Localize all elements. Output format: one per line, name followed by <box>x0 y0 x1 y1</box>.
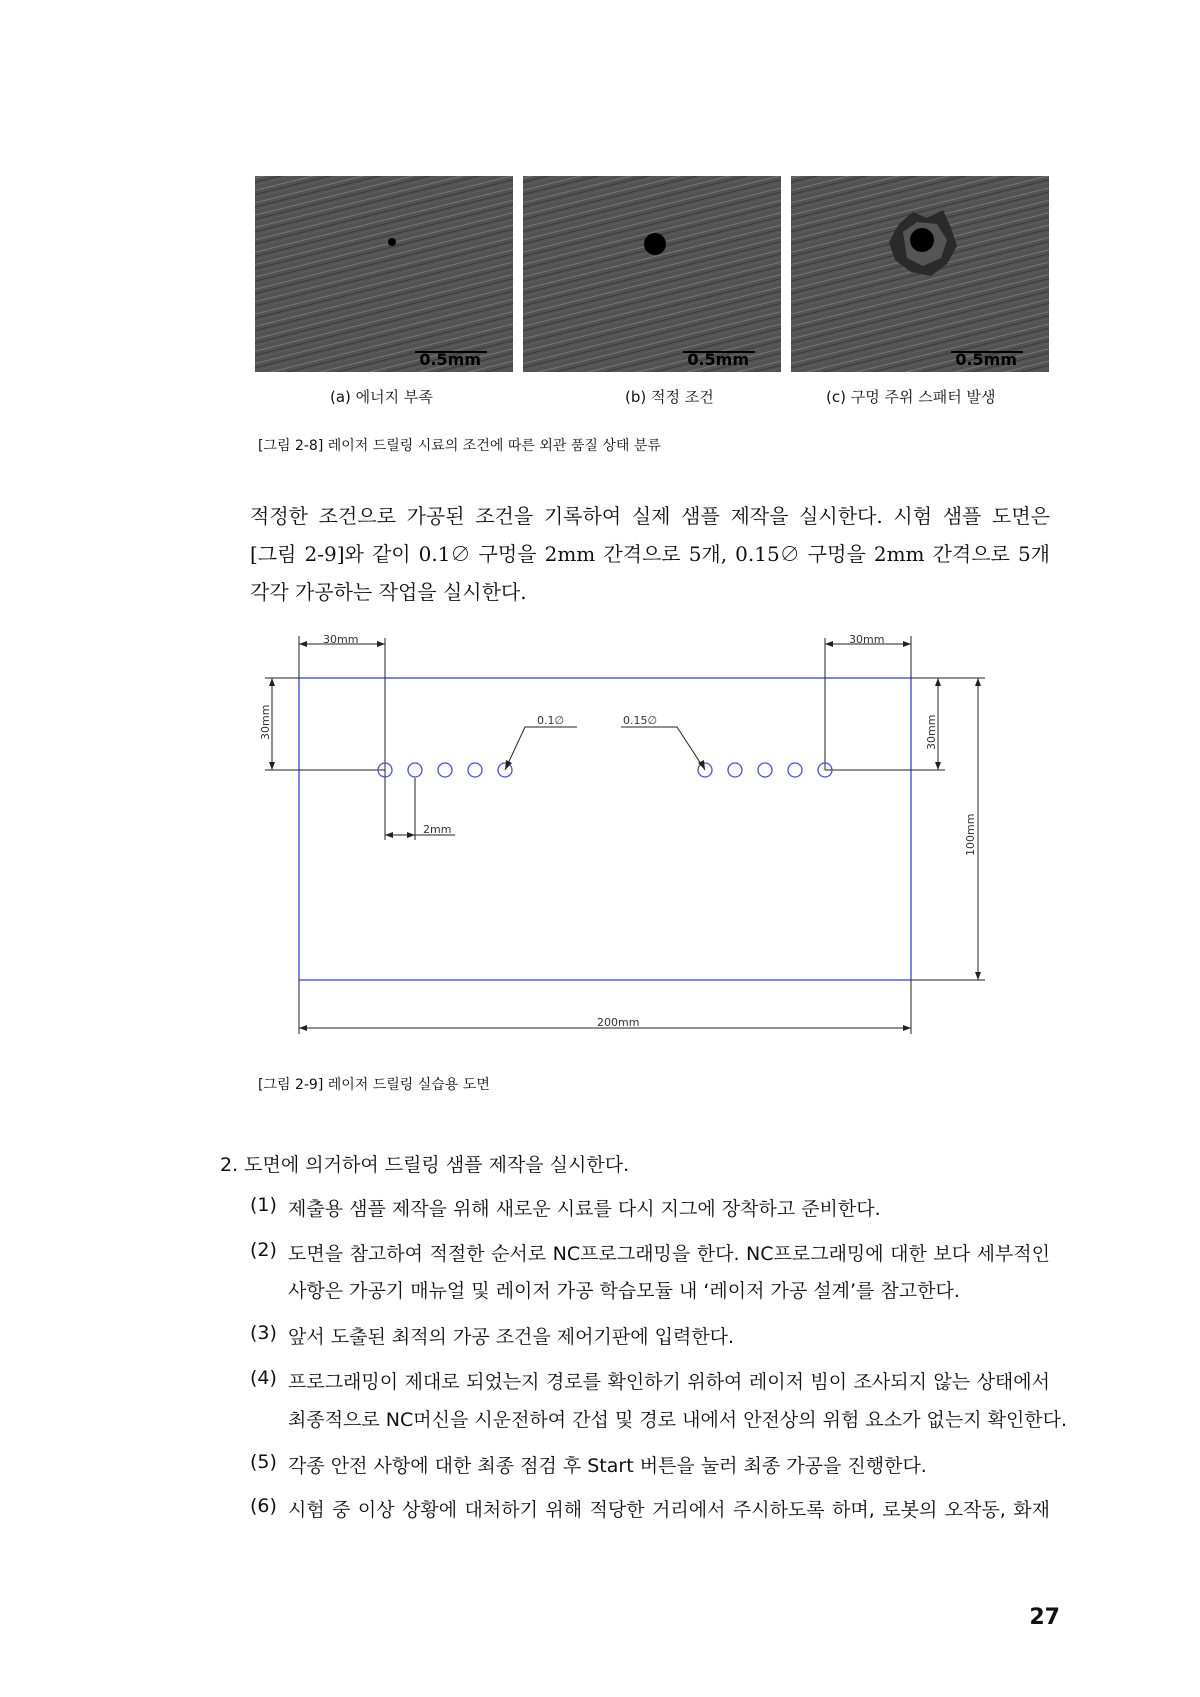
scale-bar-label: 0.5mm <box>687 350 749 369</box>
figure-caption-2-9: [그림 2-9] 레이저 드릴링 실습용 도면 <box>258 1077 490 1093</box>
step-3-text: 앞서 도출된 최적의 가공 조건을 제어기판에 입력한다. <box>288 1326 735 1348</box>
step-3-number: (3) <box>250 1322 277 1344</box>
hole-0-15-b <box>728 763 742 777</box>
step-2-number: (2) <box>250 1239 277 1261</box>
hole-0-15-c <box>758 763 772 777</box>
hole-small <box>388 238 396 246</box>
step-6-number: (6) <box>250 1495 277 1517</box>
scale-bar-label: 0.5mm <box>419 350 481 369</box>
step-4-text-line2: 최종적으로 NC머신을 시운전하여 간섭 및 경로 내에서 안전상의 위험 요소가 없는지 확인한다. <box>288 1409 1068 1431</box>
step-2-text-line1: 도면을 참고하여 적절한 순서로 NC프로그래밍을 한다. NC프로그래밍에 대한 보다 세부적인 <box>288 1243 1050 1265</box>
paragraph-line: 적정한 조건으로 가공된 조건을 기록하여 실제 샘플 제작을 실시한다. 시험 샘플 도면은 <box>250 504 1050 528</box>
step-1-text: 제출용 샘플 제작을 위해 새로운 시료를 다시 지그에 장착하고 준비한다. <box>288 1198 881 1220</box>
steps-heading: 2. 도면에 의거하여 드릴링 샘플 제작을 실시한다. <box>220 1154 630 1176</box>
figure-caption-2-8: [그림 2-8] 레이저 드릴링 시료의 조건에 따른 외관 품질 상태 분류 <box>258 438 661 454</box>
subcaption-c: (c) 구멍 주위 스패터 발생 <box>826 388 996 406</box>
step-1-number: (1) <box>250 1194 277 1216</box>
hole-label-large: 0.15∅ <box>623 714 658 727</box>
hole-0-15-d <box>788 763 802 777</box>
hole-0-1-b <box>408 763 422 777</box>
dim-height: 100mm <box>964 813 977 856</box>
dim-right: 30mm <box>925 714 938 750</box>
page-number: 27 <box>1029 1605 1060 1630</box>
step-4-number: (4) <box>250 1367 277 1389</box>
dim-top-right: 30mm <box>849 633 885 646</box>
scale-bar-label: 0.5mm <box>955 350 1017 369</box>
photo-optimal-condition <box>523 176 781 372</box>
dim-spacing: 2mm <box>423 823 452 836</box>
photo-spatter <box>791 176 1049 372</box>
step-5-number: (5) <box>250 1451 277 1473</box>
subcaption-b: (b) 적정 조건 <box>625 388 714 406</box>
hole-0-1-d <box>468 763 482 777</box>
step-5-text: 각종 안전 사항에 대한 최종 점검 후 Start 버튼을 눌러 최종 가공을 진행한다. <box>288 1455 927 1477</box>
hole-label-small: 0.1∅ <box>537 714 565 727</box>
dim-top-left: 30mm <box>323 633 359 646</box>
paragraph-line: 각각 가공하는 작업을 실시한다. <box>250 580 527 604</box>
plate-outline <box>299 678 911 980</box>
step-4-text-line1: 프로그래밍이 제대로 되었는지 경로를 확인하기 위하여 레이저 빔이 조사되지 않는 상태에서 <box>288 1371 1050 1393</box>
photo-energy-insufficient <box>255 176 513 372</box>
subcaption-a: (a) 에너지 부족 <box>330 388 433 406</box>
hole-medium <box>644 233 666 255</box>
drawing-figure-2-9 <box>245 630 1005 1050</box>
dim-left: 30mm <box>259 704 272 740</box>
hole-spatter <box>910 228 934 252</box>
body-paragraph <box>250 497 1050 611</box>
hole-0-1-c <box>438 763 452 777</box>
step-6-text: 시험 중 이상 상황에 대처하기 위해 적당한 거리에서 주시하도록 하며, 로봇의 오작동, 화재 <box>288 1499 1050 1521</box>
paragraph-line: [그림 2-9]와 같이 0.1∅ 구멍을 2mm 간격으로 5개, 0.15∅ 구멍을 2mm 간격으로 5개 <box>250 542 1050 566</box>
dim-width: 200mm <box>597 1016 640 1029</box>
step-2-text-line2: 사항은 가공기 매뉴얼 및 레이저 가공 학습모듈 내 ‘레이저 가공 설계’를 참고한다. <box>288 1280 960 1302</box>
